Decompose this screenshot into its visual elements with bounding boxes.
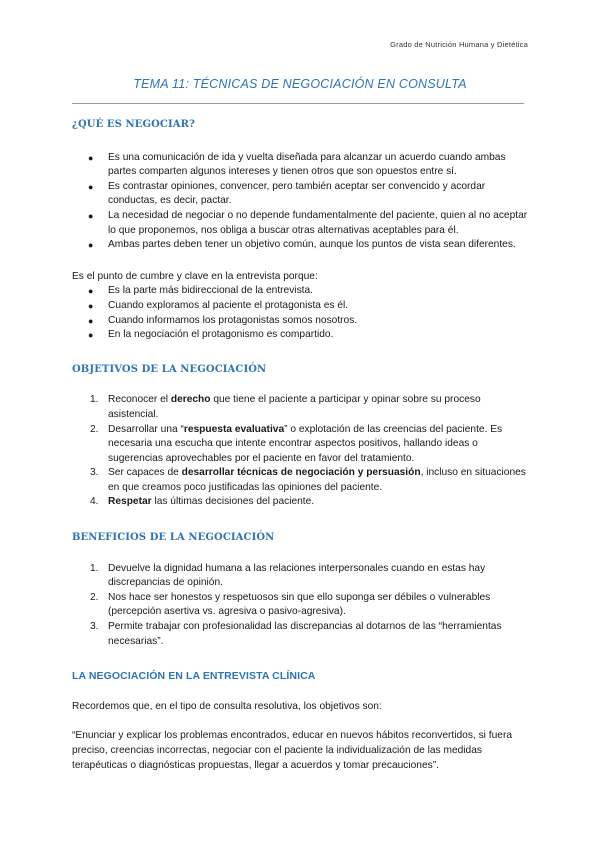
section-heading-beneficios: BENEFICIOS DE LA NEGOCIACIÓN — [72, 532, 275, 544]
intro-paragraph: Es el punto de cumbre y clave en la entrevista porque: — [72, 270, 318, 282]
list-item: ● Cuando exploramos al paciente el protagonista es él. — [72, 299, 532, 314]
bullet-icon: ● — [88, 330, 94, 341]
title-divider — [72, 103, 524, 104]
list-item: ● La necesidad de negociar o no depende fundamentalmente del paciente, quien al no aceptar lo que proponemos, nos obliga a buscar otras alternativas aceptables para él. — [88, 209, 528, 236]
list-item: ● Ambas partes deben tener un objetivo común, aunque los puntos de vista sean diferentes. — [72, 238, 532, 253]
list-item: 3. Permite trabajar con profesionalidad las discrepancias al dotarnos de las “herramientas necesarias”. — [90, 621, 502, 647]
paragraph: Recordemos que, en el tipo de consulta resolutiva, los objetivos son: — [72, 700, 382, 712]
bullet-icon: ● — [88, 315, 94, 326]
quote-paragraph: “Enunciar y explicar los problemas encontrados, educar en nuevos hábitos reconvertidos, si fuera preciso, creencias incorrectas, negociar con el paciente la individualización de las medidas terapéuticas o diagnósticas propuestas, llegar a acuerdos y tomar precauciones”. — [72, 730, 512, 771]
bullet-icon: ● — [88, 181, 94, 192]
list-item: ● Es la parte más bidireccional de la entrevista. — [72, 284, 532, 299]
list-item: ● Es una comunicación de ida y vuelta diseñada para alcanzar un acuerdo cuando ambas partes comparten algunos intereses y tienen otros que son opuestos entre sí. — [88, 151, 506, 178]
list-item: 2. Desarrollar una “respuesta evaluativa” o explotación de las creencias del paciente. Es necesaria una escucha que intente encontrar aspectos positivos, hallando ideas o sugerencias aprovechables por el paciente en favor del tratamiento. — [90, 423, 503, 464]
list-item: 4. Respetar las últimas decisiones del paciente. — [90, 496, 315, 508]
list-item: ● En la negociación el protagonismo es compartido. — [72, 328, 532, 343]
list-item: 1. Reconocer el derecho que tiene el paciente a participar y opinar sobre su proceso asistencial. — [90, 394, 481, 420]
list-item: ● Es contrastar opiniones, convencer, pero también aceptar ser convencido y acordar conductas, es decir, pactar. — [88, 180, 486, 207]
reasons-list — [72, 284, 532, 342]
running-header: Grado de Nutrición Humana y Dietética — [390, 40, 528, 49]
definition-list — [72, 151, 532, 253]
bullet-icon: ● — [88, 240, 94, 251]
section-heading-objetivos: OBJETIVOS DE LA NEGOCIACIÓN — [72, 363, 267, 375]
bullet-icon: ● — [88, 286, 94, 297]
section-heading-entrevista: LA NEGOCIACIÓN EN LA ENTREVISTA CLÍNICA — [72, 670, 316, 683]
bullet-icon: ● — [88, 300, 94, 311]
list-item: 1. Devuelve la dignidad humana a las relaciones interpersonales cuando en estas hay discrepancias de opinión. — [90, 562, 486, 589]
list-item: 3. Ser capaces de desarrollar técnicas de negociación y persuasión, incluso en situaciones en que creamos poco justificadas las opiniones del paciente. — [90, 467, 526, 493]
objectives-list — [72, 393, 532, 510]
bullet-icon: ● — [88, 210, 94, 221]
bullet-icon: ● — [88, 152, 94, 163]
list-item: 2. Nos hace ser honestos y respetuosos sin que ello suponga ser débiles o vulnerables (percepción asertiva vs. agresiva o pasivo-agresiva). — [90, 591, 491, 618]
benefits-list — [72, 562, 532, 650]
document-body — [72, 118, 532, 773]
document-title: TEMA 11: TÉCNICAS DE NEGOCIACIÓN EN CONSULTA — [133, 77, 467, 91]
section-heading-que-es: ¿QUÉ ES NEGOCIAR? — [72, 119, 195, 130]
list-item: ● Cuando informamos los protagonistas somos nosotros. — [72, 314, 532, 329]
